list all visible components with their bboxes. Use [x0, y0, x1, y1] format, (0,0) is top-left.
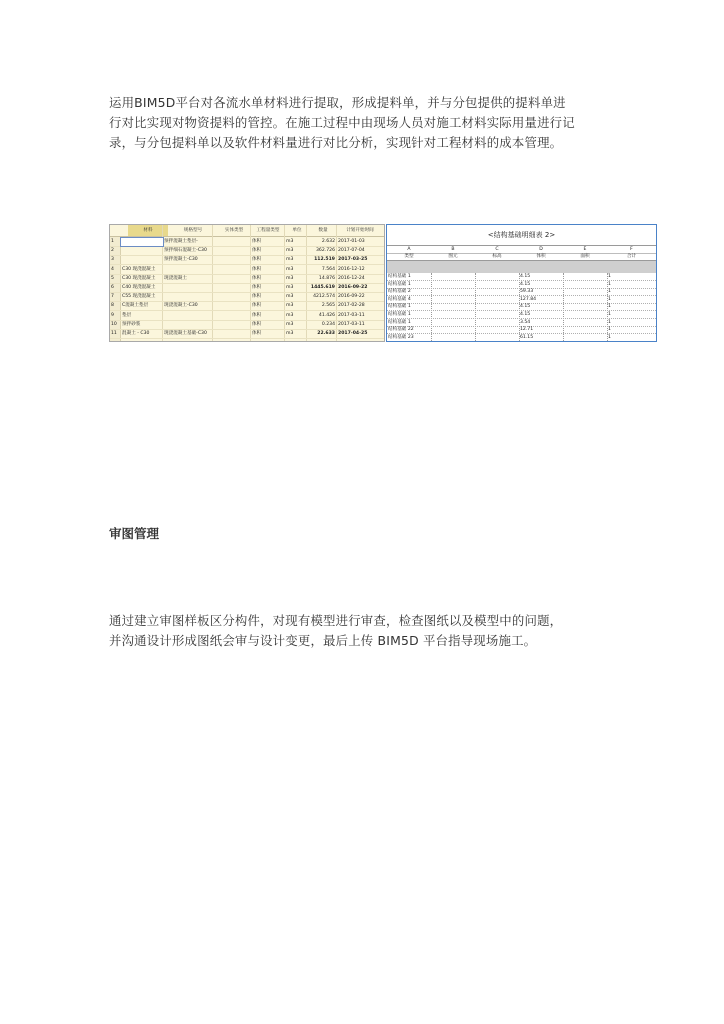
table-cell: 体积 — [252, 294, 262, 300]
column-letter: D — [539, 247, 543, 252]
table-cell: 0.234 — [321, 321, 335, 327]
table-cell: 2017-03-11 — [338, 312, 365, 318]
intro-line: 录，与分包提料单以及软件材料量进行对比分析，实现针对工程材料的成本管理。 — [109, 135, 563, 150]
table-cell: m3 — [286, 257, 294, 263]
schedule-cell: 1 — [608, 274, 611, 279]
table-cell: m3 — [286, 275, 294, 281]
table-cell: 1445.619 — [310, 285, 335, 290]
table-cell: 6 — [111, 285, 114, 290]
column-label: 类型 — [404, 254, 414, 259]
intro-paragraph — [109, 93, 619, 153]
table-cell: 垫层 — [122, 312, 132, 318]
table-cell: C30 现浇混凝土 — [122, 266, 156, 272]
table-cell: 现浇混凝土-C30 — [164, 303, 198, 309]
table-cell: 7 — [111, 294, 114, 300]
table-cell: 体积 — [252, 321, 262, 327]
schedule-group-band — [387, 261, 656, 273]
material-table-header — [110, 225, 384, 237]
table-cell: 11 — [111, 331, 117, 336]
schedule-cell: 61.15 — [520, 334, 534, 340]
table-cell: 体积 — [252, 239, 262, 244]
outro-paragraph — [109, 611, 619, 651]
table-cell: 2017-03-11 — [338, 321, 365, 327]
schedule-cell: 结构基础 1 — [388, 304, 411, 310]
table-cell: 混凝土 - C30 — [122, 331, 150, 336]
schedule-cell: 127.84 — [520, 296, 537, 302]
outro-line: 并沟通设计形成图纸会审与设计变更，最后上传 BIM5D 平台指导现场施工。 — [109, 633, 537, 648]
table-cell: 预拌砂浆 — [122, 321, 141, 327]
table-cell: 体积 — [252, 275, 262, 281]
table-cell: C混凝土垫层 — [122, 303, 149, 309]
column-letter: E — [583, 247, 587, 252]
table-cell: 7.564 — [321, 266, 335, 272]
table-cell: m3 — [286, 248, 294, 254]
table-cell: 4 — [111, 266, 114, 272]
table-cell: 9 — [111, 312, 114, 318]
table-cell: 体积 — [252, 248, 262, 254]
schedule-cell: 结构基础 22 — [388, 327, 414, 333]
schedule-cell: 4.15 — [520, 281, 531, 287]
table-cell: 体积 — [252, 303, 262, 309]
schedule-cell: 结构基础 1 — [388, 274, 411, 279]
schedule-cell: 1 — [608, 296, 611, 302]
header-cell: 计划开始时间 — [346, 228, 374, 233]
schedule-cell: 59.33 — [520, 289, 534, 295]
schedule-cell: 结构基础 1 — [388, 319, 411, 325]
schedule-cell: 1 — [608, 312, 611, 317]
schedule-cell: 1 — [608, 281, 611, 287]
table-cell: m3 — [286, 239, 294, 244]
column-letter: A — [407, 247, 411, 252]
table-cell: 2.632 — [321, 239, 335, 244]
column-letter: C — [495, 247, 499, 252]
schedule-cell: 1 — [608, 304, 611, 310]
schedule-cell: 4.15 — [520, 312, 531, 317]
table-cell: 2017-03-25 — [338, 257, 368, 263]
table-cell: 体积 — [252, 257, 262, 263]
schedule-cell: 4.15 — [520, 274, 531, 279]
table-cell: 2017-07-04 — [338, 248, 365, 254]
table-cell: 体积 — [252, 312, 262, 318]
column-label: 体积 — [536, 254, 546, 259]
intro-line: 运用BIM5D平台对各流水单材料进行提取，形成提料单，并与分包提供的提料单进 — [109, 95, 566, 110]
table-cell: 2016-09-22 — [338, 294, 365, 300]
header-cell: 工程量类型 — [256, 228, 280, 233]
table-cell: 现浇混凝土 — [164, 275, 187, 281]
table-cell: m3 — [286, 285, 294, 290]
table-cell: 2017-02-28 — [338, 303, 365, 309]
table-cell: 2016-12-12 — [338, 266, 365, 272]
table-cell: m3 — [286, 294, 294, 300]
schedule-cell: 结构基础 4 — [388, 296, 411, 302]
table-cell: 5 — [111, 275, 114, 281]
schedule-cell: 结构基础 23 — [388, 334, 414, 340]
column-label: 图元 — [448, 254, 458, 259]
header-cell: 实体类型 — [224, 228, 244, 233]
selected-cell — [120, 237, 164, 247]
foundation-schedule-screenshot — [386, 224, 657, 342]
table-cell: m3 — [286, 266, 294, 272]
table-cell: m3 — [286, 303, 294, 309]
table-cell: 362.726 — [316, 248, 335, 254]
header-cell: 数量 — [318, 228, 328, 233]
table-cell: 现浇混凝土基础-C30 — [164, 331, 207, 336]
table-cell: 41.426 — [318, 312, 335, 318]
table-cell: 2017-01-03 — [338, 239, 365, 244]
table-cell: 10 — [111, 321, 117, 327]
table-cell: 14.876 — [318, 275, 335, 281]
column-label: 标高 — [492, 254, 502, 259]
schedule-column-labels — [387, 253, 656, 261]
column-letter: B — [451, 247, 455, 252]
header-cell: 规格型号 — [183, 228, 203, 233]
schedule-cell: 3.54 — [520, 319, 531, 325]
table-cell: 22.633 — [317, 331, 335, 336]
material-table-screenshot — [109, 224, 385, 342]
schedule-cell: 结构基础 1 — [388, 312, 411, 317]
table-cell: 预拌细石混凝土-C30 — [164, 248, 207, 254]
table-cell: 1 — [111, 239, 114, 244]
table-row — [110, 329, 384, 339]
table-cell: C30 现浇混凝土 — [122, 275, 156, 281]
schedule-cell: 结构基础 1 — [388, 281, 411, 287]
header-cell: 单位 — [292, 228, 302, 233]
table-cell: 2017-04-25 — [338, 331, 368, 336]
schedule-cell: 1 — [608, 327, 611, 333]
table-cell: 4212.574 — [313, 294, 335, 300]
schedule-cell: 1 — [608, 319, 611, 325]
schedule-cell: 4.15 — [520, 304, 531, 310]
column-label: 合计 — [626, 254, 637, 259]
table-cell: 预拌混凝土-C30 — [164, 257, 198, 263]
table-cell: 2.565 — [321, 303, 335, 309]
table-cell: C55 现浇混凝土 — [122, 294, 156, 300]
schedule-row — [387, 334, 656, 342]
schedule-cell: 1 — [608, 334, 611, 340]
schedule-cell: 12.71 — [520, 327, 534, 333]
schedule-title: <结构基础明细表 2> — [487, 231, 556, 239]
table-cell: m3 — [286, 331, 294, 336]
table-cell: 8 — [111, 303, 114, 309]
table-cell: 体积 — [252, 285, 262, 290]
outro-line: 通过建立审图样板区分构件，对现有模型进行审查，检查图纸以及模型中的问题， — [109, 613, 563, 628]
table-cell: 112.519 — [314, 257, 335, 263]
column-letter: F — [630, 247, 633, 252]
table-cell: 2016-09-22 — [338, 285, 368, 290]
table-cell: 2 — [111, 248, 114, 254]
table-cell: m3 — [286, 321, 294, 327]
table-cell: 体积 — [252, 331, 262, 336]
intro-line: 行对比实现对物资提料的管控。在施工过程中由现场人员对施工材料实际用量进行记 — [109, 115, 575, 130]
table-cell: 体积 — [252, 266, 262, 272]
table-cell: 预拌混凝土垫层- — [164, 239, 198, 244]
schedule-cell: 结构基础 2 — [388, 289, 411, 295]
table-cell: C40 现浇混凝土 — [122, 285, 156, 290]
header-cell: 材料 — [128, 225, 168, 236]
table-cell: 3 — [111, 257, 114, 263]
column-label: 面积 — [580, 254, 590, 259]
schedule-cell: 1 — [608, 289, 611, 295]
section-heading: 审图管理 — [109, 526, 160, 541]
table-cell: 2016-12-24 — [338, 275, 365, 281]
table-cell: m3 — [286, 312, 294, 318]
